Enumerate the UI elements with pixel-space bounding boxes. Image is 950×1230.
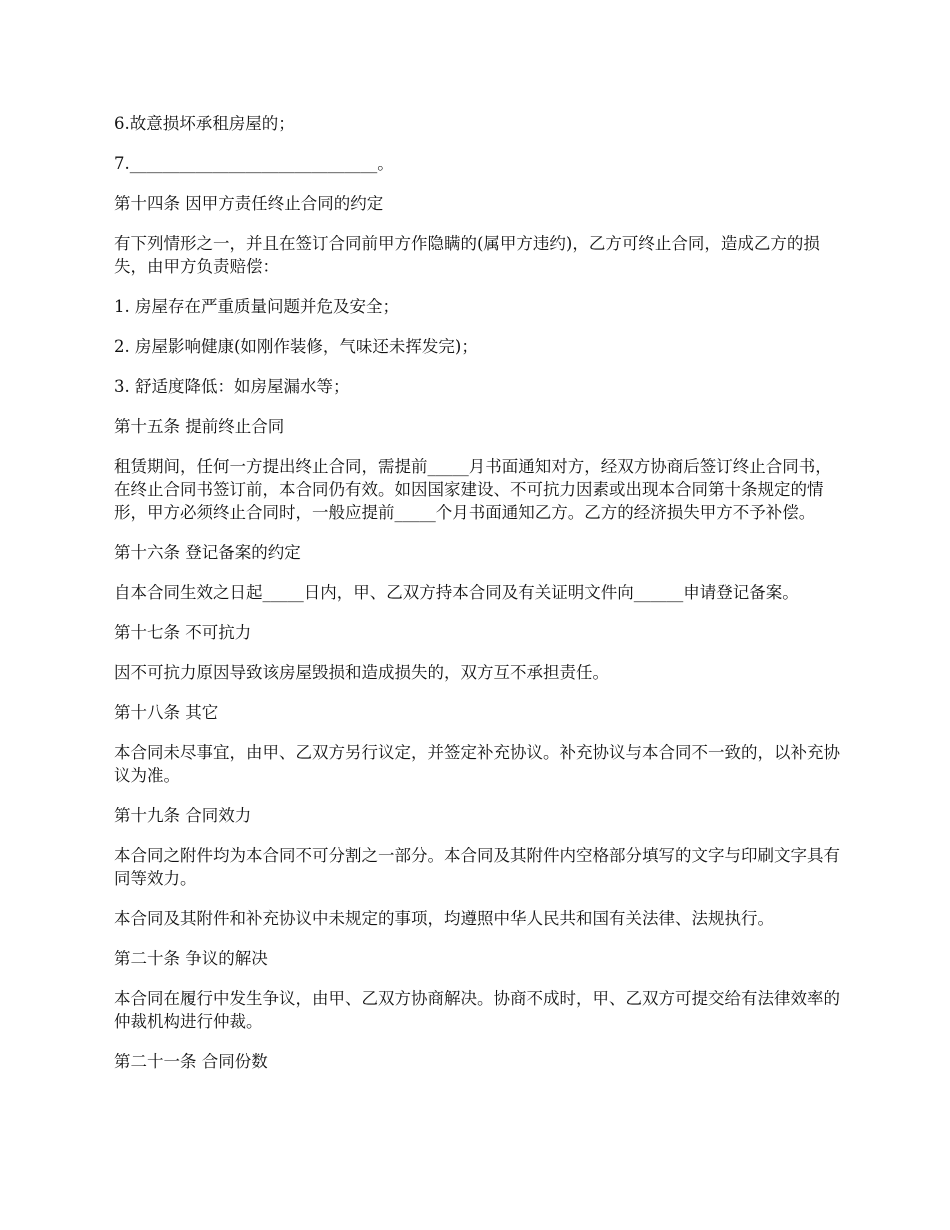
article-14-item-2: 2. 房屋影响健康(如刚作装修，气味还未挥发完)； (114, 337, 478, 356)
article-17-body: 因不可抗力原因导致该房屋毁损和造成损失的，双方互不承担责任。 (114, 663, 609, 682)
article-15-body: 租赁期间，任何一方提出终止合同，需提前_____月书面通知对方，经双方协商后签订终止合同书，在终止合同书签订前，本合同仍有效。如因国家建设、不可抗力因素或出现本合同第十条规定的情形，甲方必须终止合同时，一般应提前_____个月书面通知乙方。乙方的经济损失甲方不予补偿。 (114, 457, 832, 522)
clause-item-7: 7.______________________________。 (114, 154, 394, 173)
article-15-heading: 第十五条 提前终止合同 (114, 417, 285, 436)
article-20-body: 本合同在履行中发生争议，由甲、乙双方协商解决。协商不成时，甲、乙双方可提交给有法律效率的仲裁机构进行仲裁。 (114, 989, 840, 1031)
article-19-heading: 第十九条 合同效力 (114, 806, 252, 825)
article-14-item-1: 1. 房屋存在严重质量问题并危及安全； (114, 297, 399, 316)
clause-item-6: 6.故意损坏承租房屋的； (114, 114, 295, 133)
article-19-body-2: 本合同及其附件和补充协议中未规定的事项，均遵照中华人民共和国有关法律、法规执行。 (114, 909, 774, 928)
article-14-item-3: 3. 舒适度降低：如房屋漏水等； (114, 377, 350, 396)
article-18-heading: 第十八条 其它 (114, 703, 219, 722)
article-14-body: 有下列情形之一，并且在签订合同前甲方作隐瞒的(属甲方违约)，乙方可终止合同，造成乙方的损失，由甲方负责赔偿： (114, 234, 820, 276)
article-14-heading: 第十四条 因甲方责任终止合同的约定 (114, 194, 384, 213)
article-17-heading: 第十七条 不可抗力 (114, 623, 252, 642)
document-body (114, 112, 842, 1090)
article-16-body: 自本合同生效之日起_____日内，甲、乙双方持本合同及有关证明文件向______申请登记备案。 (114, 583, 799, 602)
article-20-heading: 第二十条 争议的解决 (114, 949, 268, 968)
article-18-body: 本合同未尽事宜，由甲、乙双方另行议定，并签定补充协议。补充协议与本合同不一致的，以补充协议为准。 (114, 743, 840, 785)
article-16-heading: 第十六条 登记备案的约定 (114, 543, 301, 562)
article-21-heading: 第二十一条 合同份数 (114, 1052, 268, 1071)
article-19-body-1: 本合同之附件均为本合同不可分割之一部分。本合同及其附件内空格部分填写的文字与印刷文字具有同等效力。 (114, 846, 840, 888)
